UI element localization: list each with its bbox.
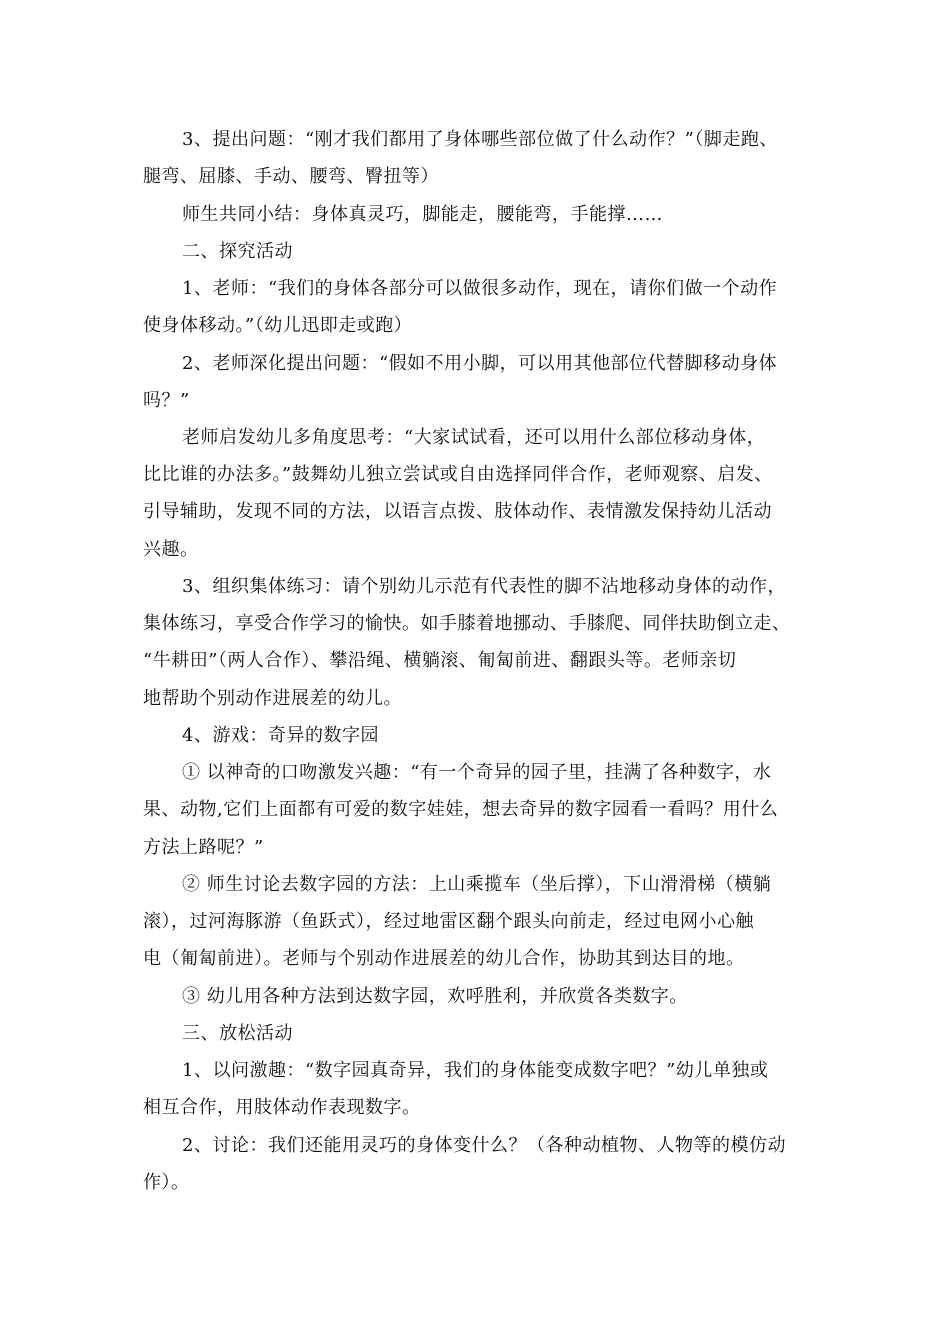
text-line: 兴趣。 [143, 539, 199, 560]
text-line: 师生共同小结：身体真灵巧，脚能走，腰能弯，手能撑…… [182, 204, 663, 225]
text-line: 老师启发幼儿多角度思考：“大家试试看，还可以用什么部位移动身体， [182, 427, 766, 448]
text-line: 3、提出问题：“刚才我们都用了身体哪些部位做了什么动作？”（脚走跑、 [182, 129, 778, 150]
text-line: 比比谁的办法多。”鼓舞幼儿独立尝试或自由选择同伴合作，老师观察、启发、 [143, 464, 773, 485]
text-line: 作）。 [143, 1172, 190, 1193]
text-line: 3、组织集体练习：请个别幼儿示范有代表性的脚不沾地移动身体的动作， [182, 576, 786, 597]
text-line: 1、老师：“我们的身体各部分可以做很多动作，现在，请你们做一个动作 [182, 278, 778, 299]
text-line: 吗？” [143, 390, 190, 411]
text-line: ② 师生讨论去数字园的方法：上山乘揽车（坐后撑），下山滑滑梯（横躺 [182, 874, 772, 895]
text-line: 2、老师深化提出问题：“假如不用小脚，可以用其他部位代替脚移动身体 [182, 353, 778, 374]
text-line: 引导辅助，发现不同的方法，以语言点拨、肢体动作、表情激发保持幼儿活动 [143, 501, 772, 522]
text-line: 地帮助个别动作进展差的幼儿。 [143, 688, 402, 709]
text-line: 使身体移动。”（幼儿迅即走或跑） [143, 315, 413, 336]
text-line: 集体练习，享受合作学习的愉快。如手膝着地挪动、手膝爬、同伴扶助倒立走、 [143, 613, 791, 634]
text-line: 4、游戏：奇异的数字园 [182, 725, 379, 746]
section-heading: 三、放松活动 [182, 1023, 293, 1044]
text-line: 滚），过河海豚游（鱼跃式），经过地雷区翻个跟头向前走，经过电网小心触 [143, 911, 754, 932]
text-line: 方法上路呢？” [143, 837, 264, 858]
text-line: 相互合作，用肢体动作表现数字。 [143, 1097, 421, 1118]
text-line: 1、以问激趣：“数字园真奇异，我们的身体能变成数字吧？”幼儿单独或 [182, 1060, 769, 1081]
text-line: 2、讨论：我们还能用灵巧的身体变什么？（各种动植物、人物等的模仿动 [182, 1135, 786, 1156]
text-line: 电（匍匐前进）。老师与个别动作进展差的幼儿合作，协助其到达目的地。 [143, 948, 745, 969]
text-line: ③ 幼儿用各种方法到达数字园，欢呼胜利，并欣赏各类数字。 [182, 986, 688, 1007]
text-line: 腿弯、屈膝、手动、腰弯、臀扭等） [143, 166, 439, 187]
text-line: “牛耕田”（两人合作）、攀沿绳、横躺滚、匍匐前进、翻跟头等。老师亲切 [143, 650, 737, 671]
text-line: ① 以神奇的口吻激发兴趣：“有一个奇异的园子里，挂满了各种数字，水 [182, 762, 772, 783]
text-line: 果、动物,它们上面都有可爱的数字娃娃，想去奇异的数字园看一看吗？用什么 [143, 799, 779, 820]
section-heading: 二、探究活动 [182, 241, 293, 262]
